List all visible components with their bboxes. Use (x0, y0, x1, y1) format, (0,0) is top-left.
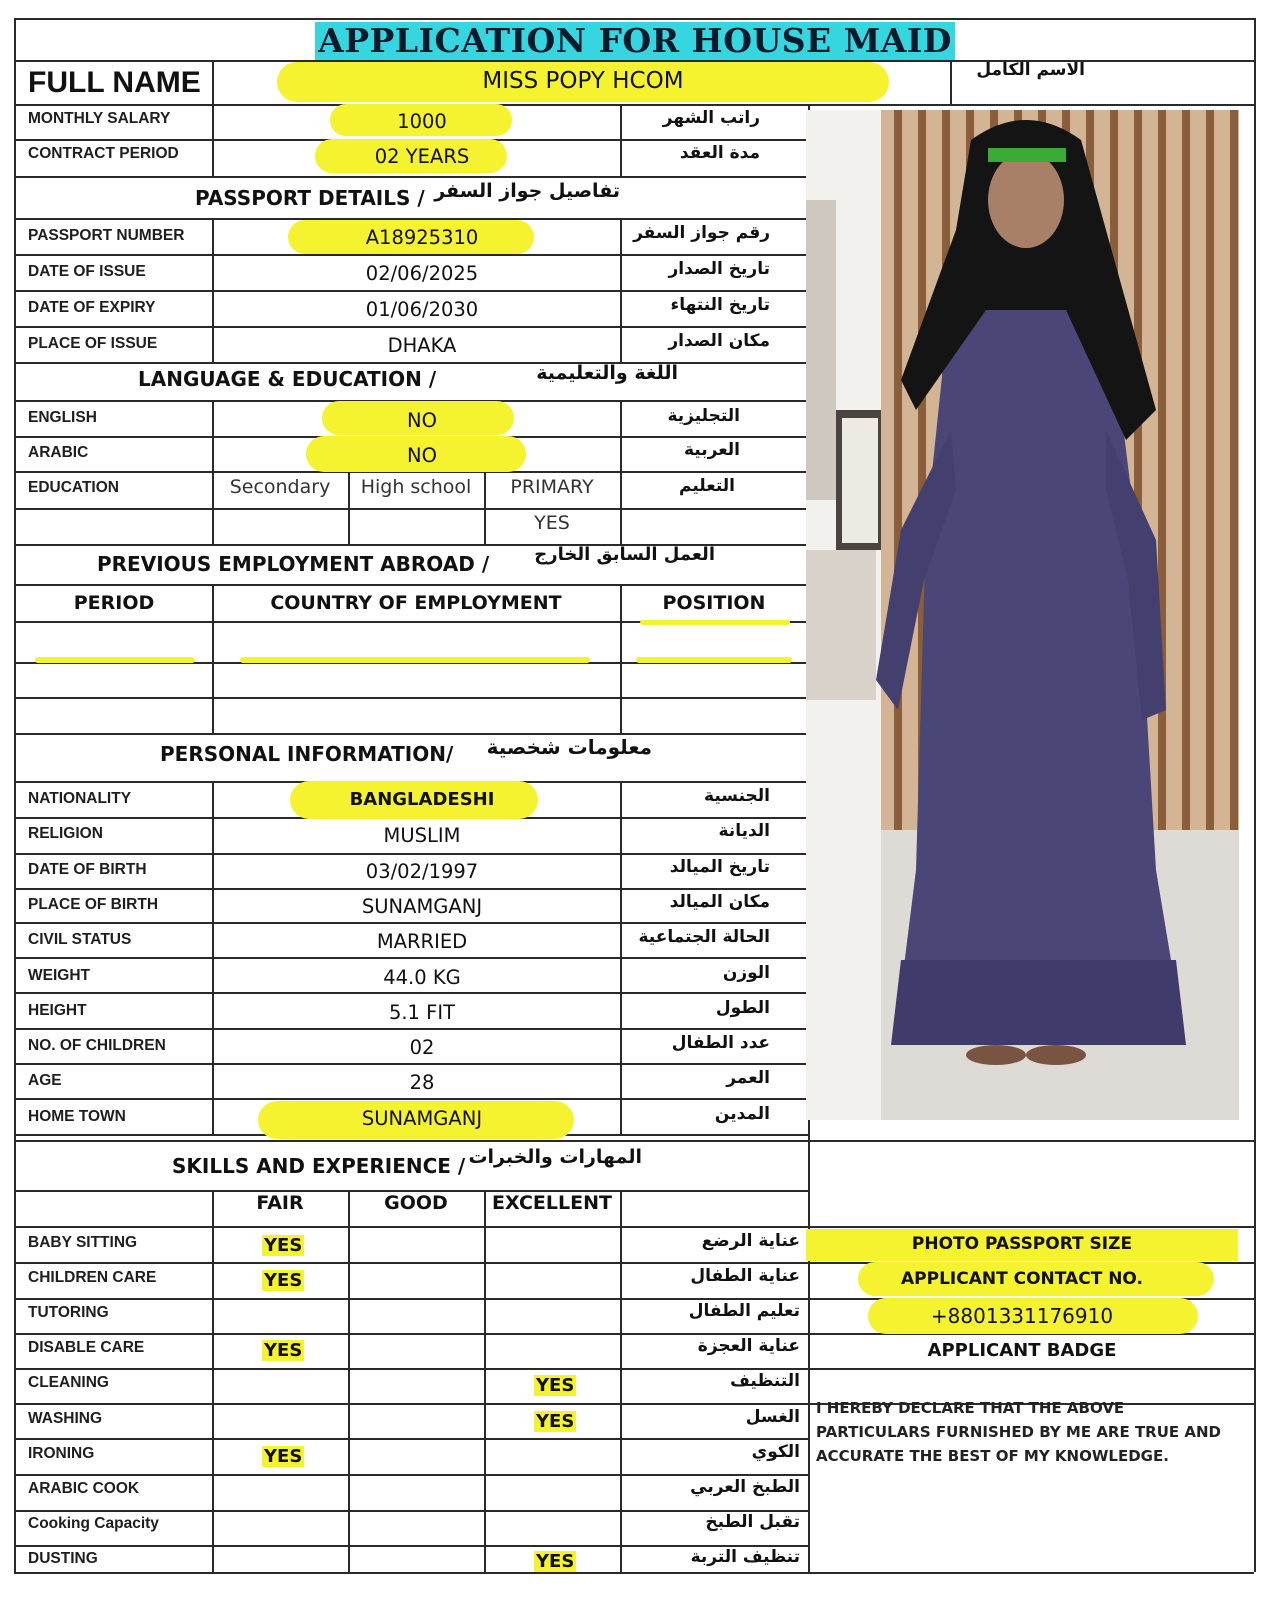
grid-line (14, 18, 16, 1572)
grid-line (14, 1572, 1254, 1574)
personal-label: RELIGION (28, 825, 103, 843)
position-underline-highlight (640, 620, 790, 625)
education-col-primary: PRIMARY (510, 476, 594, 498)
education-arabic: التعليم (679, 476, 735, 496)
grid-line (14, 18, 1254, 20)
employment-col-period: PERIOD (73, 592, 155, 614)
personal-arabic: الجنسية (704, 786, 770, 806)
personal-value: 5.1 FIT (388, 1000, 456, 1024)
grid-line (14, 922, 808, 924)
full-name-arabic: الاسم الكامل (976, 60, 1085, 80)
skill-excellent-value: YES (536, 1550, 575, 1572)
passport-value: 01/06/2030 (365, 298, 479, 321)
passport-label: PASSPORT NUMBER (28, 227, 185, 244)
personal-value: SUNAMGANJ (361, 894, 483, 918)
personal-arabic: الطول (715, 997, 770, 1018)
employment-highlight-period (35, 657, 195, 663)
english-label: ENGLISH (28, 409, 97, 426)
skill-label: BABY SITTING (28, 1234, 138, 1251)
grid-line (14, 1226, 808, 1228)
personal-value: MARRIED (376, 930, 468, 954)
arabic-value: NO (407, 444, 437, 467)
employment-heading: PREVIOUS EMPLOYMENT ABROAD / (97, 552, 490, 576)
passport-heading: PASSPORT DETAILS / (195, 186, 425, 210)
personal-value: 02 (409, 1036, 435, 1060)
skill-arabic: تنظيف التربة (690, 1546, 800, 1567)
full-name-label: FULL NAME (28, 66, 201, 99)
personal-heading: PERSONAL INFORMATION/ (160, 742, 454, 766)
salary-value: 1000 (397, 110, 447, 133)
passport-arabic: تاريخ الصدار (668, 259, 770, 279)
arabic-arabic: العربية (683, 440, 740, 460)
employment-col-country: COUNTRY OF EMPLOYMENT (270, 592, 562, 614)
passport-arabic: رقم جواز السفر (633, 223, 770, 243)
employment-heading-arabic: العمل السابق الخارج (534, 544, 715, 565)
passport-label: DATE OF ISSUE (28, 263, 146, 280)
personal-value: SUNAMGANJ (361, 1106, 483, 1130)
skill-label: CHILDREN CARE (28, 1269, 157, 1287)
skill-label: CLEANING (28, 1374, 109, 1392)
passport-label: DATE OF EXPIRY (28, 299, 156, 316)
grid-line (14, 1438, 808, 1440)
personal-heading-arabic: معلومات شخصية (486, 735, 652, 759)
education-col-secondary: Secondary (229, 476, 331, 498)
grid-line (14, 1368, 808, 1370)
employment-highlight-country (240, 657, 590, 663)
skills-heading-arabic: المهارات والخبرات (468, 1146, 642, 1168)
grid-line (14, 1333, 808, 1335)
personal-arabic: الوزن (722, 962, 770, 983)
personal-arabic: مكان الميالد (669, 891, 770, 912)
personal-value: 28 (409, 1071, 435, 1095)
english-value: NO (407, 409, 437, 432)
grid-line (14, 104, 1254, 106)
grid-line (14, 697, 808, 699)
grid-line (808, 1368, 1254, 1370)
grid-line (14, 888, 808, 890)
personal-label: NATIONALITY (28, 790, 132, 807)
skill-fair-value: YES (264, 1235, 303, 1256)
grid-line (14, 1028, 808, 1030)
grid-line (14, 992, 808, 994)
contract-label: CONTRACT PERIOD (28, 145, 179, 162)
skill-fair-value: YES (264, 1445, 303, 1467)
grid-line (14, 733, 808, 735)
contact-label: APPLICANT CONTACT NO. (901, 1269, 1143, 1289)
salary-label: MONTHLY SALARY (28, 110, 171, 127)
skill-label: Cooking Capacity (28, 1514, 159, 1532)
education-value-primary: YES (534, 512, 570, 534)
grid-line (14, 1098, 808, 1100)
passport-value: DHAKA (387, 334, 457, 357)
personal-label: WEIGHT (28, 966, 90, 984)
skill-label: DISABLE CARE (28, 1339, 145, 1357)
skills-col-fair: FAIR (256, 1192, 304, 1214)
passport-heading-arabic: تفاصيل جواز السفر (434, 180, 620, 202)
full-name-value: MISS POPY HCOM (482, 68, 684, 94)
skill-arabic: عناية العجزة (697, 1336, 800, 1357)
passport-arabic: مكان الصدار (668, 331, 770, 351)
skills-col-excellent: EXCELLENT (492, 1192, 612, 1214)
skill-excellent-value: YES (536, 1410, 575, 1432)
education-label: EDUCATION (28, 479, 119, 496)
skill-label: ARABIC COOK (28, 1479, 140, 1497)
title-banner (315, 22, 955, 60)
personal-label: PLACE OF BIRTH (28, 895, 159, 913)
personal-label: HEIGHT (28, 1001, 87, 1019)
grid-line (212, 1190, 214, 1572)
grid-line (1254, 18, 1256, 1572)
passport-value: 02/06/2025 (365, 262, 479, 285)
contract-arabic: مدة العقد (679, 143, 760, 163)
grid-line (14, 1140, 808, 1142)
personal-value: 44.0 KG (383, 965, 461, 989)
form-title: APPLICATION FOR HOUSE MAID (318, 21, 952, 60)
salary-arabic: راتب الشهر (662, 108, 760, 128)
skill-arabic: التنظيف (730, 1371, 800, 1392)
grid-line (808, 1140, 1254, 1142)
skill-arabic: الطبخ العربي (690, 1476, 800, 1497)
skill-label: IRONING (28, 1444, 95, 1462)
language-heading-arabic: اللغة والتعليمية (536, 362, 678, 384)
passport-arabic: تاريخ النتهاء (670, 295, 770, 315)
grid-line (484, 1190, 486, 1572)
grid-line (348, 1190, 350, 1572)
personal-label: DATE OF BIRTH (28, 860, 147, 878)
employment-col-position: POSITION (662, 592, 766, 614)
grid-line (808, 1226, 1254, 1228)
contact-value: +8801331176910 (930, 1304, 1114, 1328)
passport-value: A18925310 (365, 226, 479, 249)
grid-line (14, 362, 808, 364)
applicant-photo (806, 110, 1239, 1120)
contract-value: 02 YEARS (374, 145, 470, 168)
skill-excellent-value: YES (536, 1375, 575, 1397)
personal-label: CIVIL STATUS (28, 931, 132, 949)
skill-arabic: الكوي (751, 1441, 800, 1462)
skill-fair-value: YES (264, 1270, 303, 1292)
personal-arabic: تاريخ الميالد (669, 856, 770, 877)
grid-line (212, 60, 214, 104)
grid-line (14, 326, 808, 328)
personal-label: AGE (28, 1072, 62, 1090)
education-col-highschool: High school (360, 476, 472, 498)
personal-label: NO. OF CHILDREN (28, 1037, 166, 1055)
grid-line (14, 1298, 808, 1300)
skill-fair-value: YES (264, 1340, 303, 1362)
arabic-label: ARABIC (28, 444, 89, 461)
personal-value: BANGLADESHI (349, 789, 495, 810)
grid-line (14, 176, 808, 178)
skill-label: WASHING (28, 1409, 103, 1427)
personal-arabic: الحالة الجتماعية (638, 927, 770, 948)
grid-line (14, 853, 808, 855)
personal-arabic: المدين (714, 1103, 770, 1124)
grid-line (14, 584, 808, 586)
passport-label: PLACE OF ISSUE (28, 335, 158, 352)
badge-label: APPLICANT BADGE (927, 1340, 1117, 1361)
personal-value: MUSLIM (383, 824, 461, 848)
grid-line (14, 1063, 808, 1065)
personal-arabic: الديانة (718, 821, 770, 842)
skill-arabic: تعليم الطفال (688, 1301, 800, 1322)
grid-line (14, 254, 808, 256)
photo-label: PHOTO PASSPORT SIZE (911, 1234, 1133, 1254)
personal-arabic: عدد الطفال (671, 1033, 770, 1054)
grid-line (14, 957, 808, 959)
personal-value: 03/02/1997 (365, 859, 479, 883)
skill-arabic: عناية الرضع (701, 1231, 800, 1251)
skill-label: DUSTING (28, 1549, 98, 1567)
employment-highlight-position (636, 657, 792, 663)
grid-line (14, 1262, 808, 1264)
skills-col-good: GOOD (384, 1192, 448, 1214)
declaration-text: I HEREBY DECLARE THAT THE ABOVE PARTICULARS FURNISHED BY ME ARE TRUE AND ACCURATE THE BEST OF MY KNOWLEDGE. (816, 1399, 1221, 1465)
personal-arabic: العمر (726, 1068, 770, 1089)
personal-label: HOME TOWN (28, 1107, 126, 1125)
skill-arabic: الغسل (745, 1406, 800, 1427)
applicant-photo-illustration (806, 110, 1239, 1120)
grid-line (14, 290, 808, 292)
grid-line (14, 1403, 808, 1405)
english-arabic: التجليزية (667, 406, 740, 426)
skill-label: TUTORING (28, 1304, 109, 1322)
grid-line (14, 508, 808, 510)
skill-arabic: تقبل الطبخ (705, 1511, 800, 1532)
skill-arabic: عناية الطفال (690, 1266, 800, 1287)
skills-heading: SKILLS AND EXPERIENCE / (172, 1154, 466, 1178)
grid-line (14, 1474, 808, 1476)
language-heading: LANGUAGE & EDUCATION / (138, 367, 437, 391)
